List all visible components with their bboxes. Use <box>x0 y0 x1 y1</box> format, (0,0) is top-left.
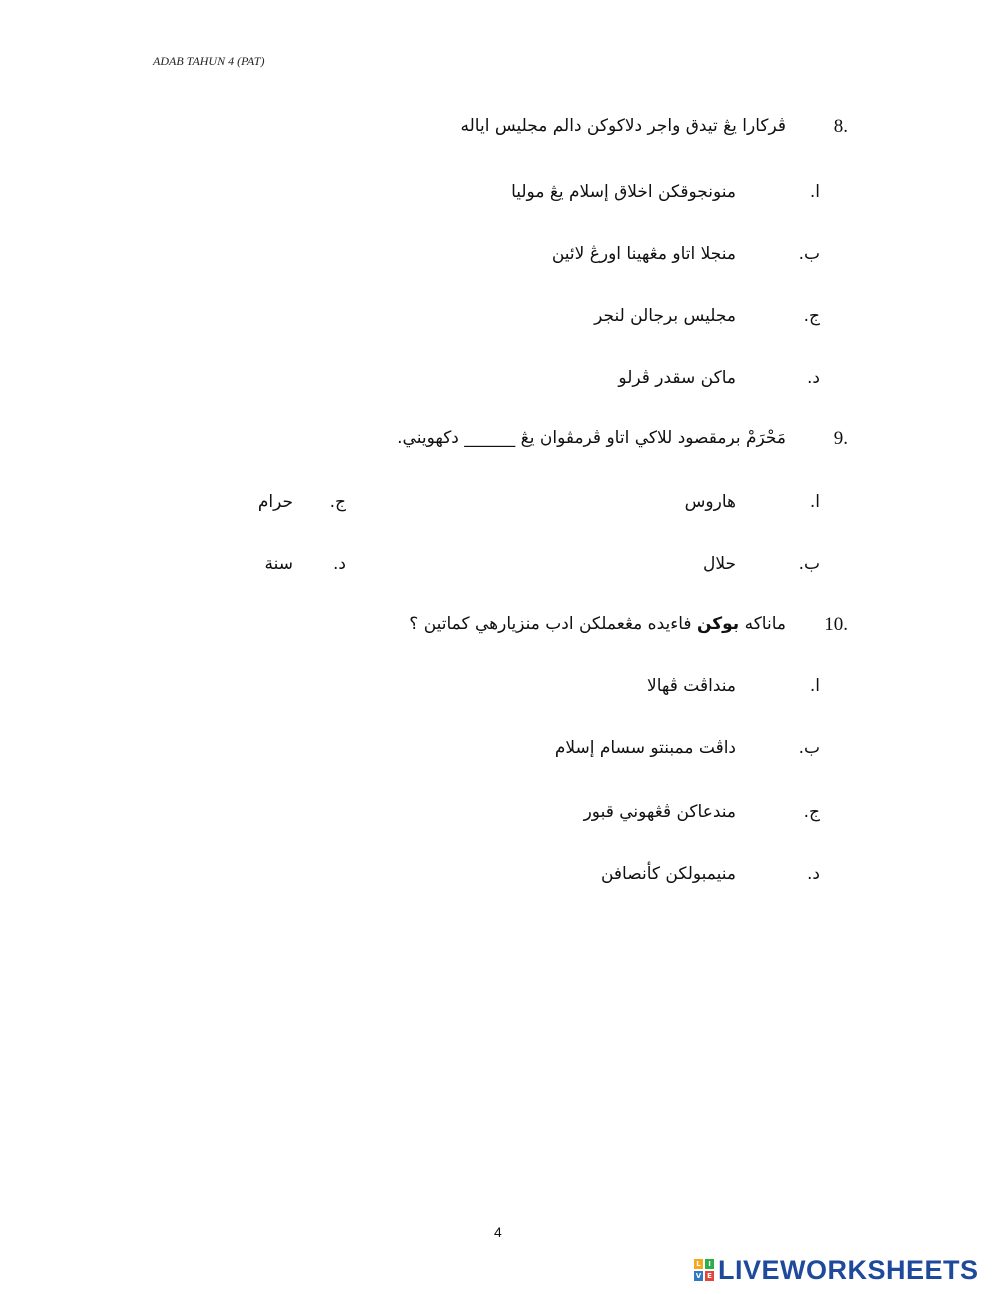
option-text: مجليس برجالن لنجر <box>594 306 736 326</box>
option-letter: ب. <box>798 738 820 758</box>
answer-blank: ______ <box>464 428 516 448</box>
question-number: 9. <box>833 428 848 449</box>
option-letter: د. <box>807 864 820 884</box>
logo-block: V <box>695 1272 702 1280</box>
logo-block: I <box>705 1259 714 1269</box>
option-letter: ب. <box>798 244 820 264</box>
option-text: داڤت ممبنتو سسام إسلام <box>554 738 736 758</box>
option-text: مندعاكن ڤڠهوني قبور <box>583 802 736 822</box>
question-text <box>397 428 786 448</box>
emphasized-word: بوكن <box>696 614 740 634</box>
option-letter: ج. <box>803 306 820 326</box>
option-text: منجلا اتاو مڠهينا اورڠ لائين <box>551 244 736 264</box>
option-letter: د. <box>333 554 346 574</box>
logo-block: E <box>705 1271 714 1281</box>
question-text: ڤركارا يڠ تيدق واجر دلاكوكن دالم مجليس اياله <box>460 116 786 136</box>
option-text: حلال <box>702 554 736 574</box>
question-text-part: فاءيده مڠعملكن ادب منزيارهي كماتين ؟ <box>409 614 692 634</box>
logo-text: LIVEWORKSHEETS <box>718 1254 979 1285</box>
option-text: منيمبولكن كأنصافن <box>600 864 736 884</box>
logo-block: L <box>694 1259 703 1269</box>
liveworksheets-logo <box>694 1253 979 1287</box>
document-header: ADAB TAHUN 4 (PAT) <box>153 54 265 68</box>
option-text: هاروس <box>684 492 736 512</box>
option-text: ماكن سقدر ڤرلو <box>618 368 736 388</box>
option-letter: ج. <box>803 802 820 822</box>
question-number: 8. <box>833 116 848 137</box>
option-letter: ا. <box>809 676 820 696</box>
question-text-part: ماناكه <box>744 614 786 634</box>
option-text: منونجوقكن اخلاق إسلام يڠ موليا <box>511 182 736 202</box>
question-number: 10. <box>824 614 848 635</box>
option-letter: ا. <box>809 182 820 202</box>
question-text-part: دكهويني. <box>397 428 459 448</box>
option-letter: ج. <box>329 492 346 512</box>
page-number: 4 <box>494 1224 502 1240</box>
option-text: منداڤت ڤهالا <box>647 676 736 696</box>
option-letter: ا. <box>809 492 820 512</box>
question-text <box>409 614 786 634</box>
question-text-part: مَحْرَمْ برمقصود للاكي اتاو ڤرمڤوان يڠ <box>520 428 786 448</box>
option-letter: ب. <box>798 554 820 574</box>
option-letter: د. <box>807 368 820 388</box>
logo-icon <box>694 1259 714 1281</box>
option-text: سنة <box>264 554 293 574</box>
option-text: حرام <box>257 492 293 512</box>
